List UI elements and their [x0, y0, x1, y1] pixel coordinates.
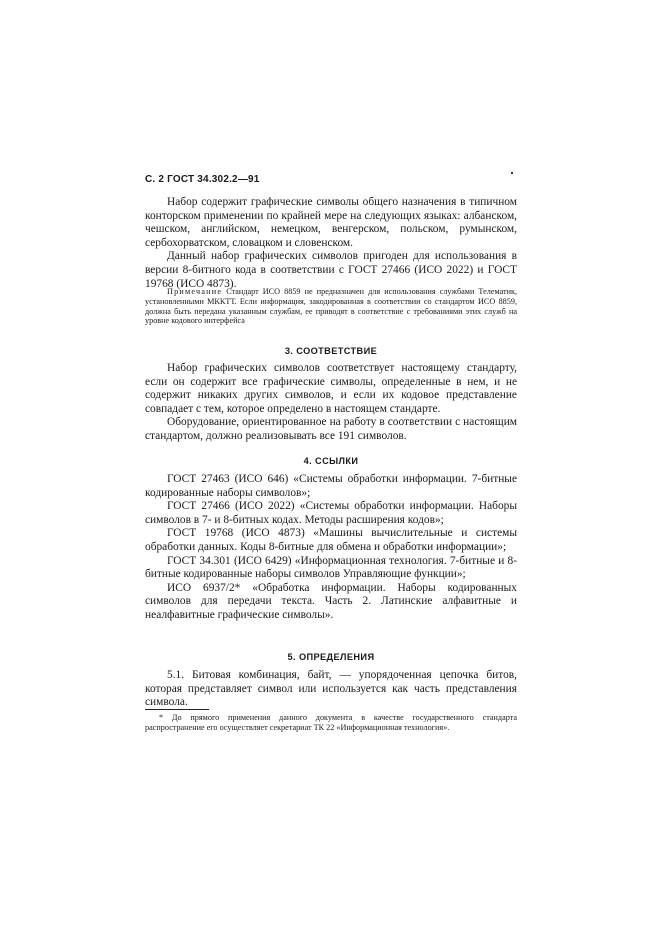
- section-3-paragraph-2: Оборудование, ориентированное на работу в соответствии с настоящим стандартом, должно реализовывать все 191 символов.: [145, 416, 517, 442]
- footnote-divider: [145, 709, 209, 710]
- page-header: С. 2 ГОСТ 34.302.2—91: [145, 174, 260, 185]
- section-5-body: [145, 669, 517, 710]
- note-label: Примечание: [167, 287, 223, 296]
- section-4-heading: 4. ССЫЛКИ: [303, 456, 359, 466]
- section-3-body: [145, 362, 517, 444]
- intro-block: [145, 196, 517, 291]
- reference-item: ГОСТ 19768 (ИСО 4873) «Машины вычислительные и системы обработки данных. Коды 8-битные для обмена и обработки информации»;: [145, 527, 517, 553]
- reference-item: ИСО 6937/2* «Обработка информации. Наборы кодированных символов для передачи текста. Часть 2. Латинские алфавитные и неалфавитные графические символы».: [145, 581, 517, 621]
- note: [145, 287, 517, 326]
- reference-item: ГОСТ 34.301 (ИСО 6429) «Информационная технология. 7-битные и 8-битные кодированные наборы символов Управляющие функции»;: [145, 554, 517, 581]
- definition-5-1: 5.1. Битовая комбинация, байт, — упорядоченная цепочка битов, которая представляет символ или используется как часть представления символа.: [145, 669, 517, 709]
- section-3-paragraph-1: Набор графических символов соответствует настоящему стандарту, если он содержит все графические символы, определенные в нем, и не содержит никаких других символов, и если их кодовое представление совпадает с тем, которое определено в настоящем стандарте.: [145, 362, 517, 415]
- intro-paragraph-2: Данный набор графических символов пригоден для использования в версии 8-битного кода в соответствии с ГОСТ 27466 (ИСО 2022) и ГОСТ 19768 (ИСО 4873).: [145, 250, 517, 290]
- speck-mark: [511, 172, 513, 174]
- section-5-heading: 5. ОПРЕДЕЛЕНИЯ: [287, 652, 375, 662]
- section-3-heading: 3. СООТВЕТСТВИЕ: [284, 346, 378, 356]
- references-list: [145, 473, 517, 623]
- intro-paragraph-1: Набор содержит графические символы общего назначения в типичном конторском применении по крайней мере на следующих языках: албанском, чешском, английском, немецком, венгерском, польском, румынском, сербохорватском, словацком и словенском.: [145, 196, 517, 249]
- footnote: * До прямого применения данного документа в качестве государственного стандарта распространение его осуществляет секретариат ТК 22 «Информационная технология».: [145, 713, 517, 732]
- reference-item: ГОСТ 27466 (ИСО 2022) «Системы обработки информации. Наборы символов в 7- и 8-битных кодах. Методы расширения кодов»;: [145, 500, 517, 526]
- note-text: Стандарт ИСО 8859 не предназначен для использования службами Телематик, установленными МККТТ. Если информация, закодированная в соответствии со стандартом ИСО 8859, должна быть передана указанным службам, ее приводят в соответствие с требованиями этих служб на уровне кодового интерфейса: [145, 287, 517, 326]
- reference-item: ГОСТ 27463 (ИСО 646) «Системы обработки информации. 7-битные кодированные наборы символов»;: [145, 473, 517, 499]
